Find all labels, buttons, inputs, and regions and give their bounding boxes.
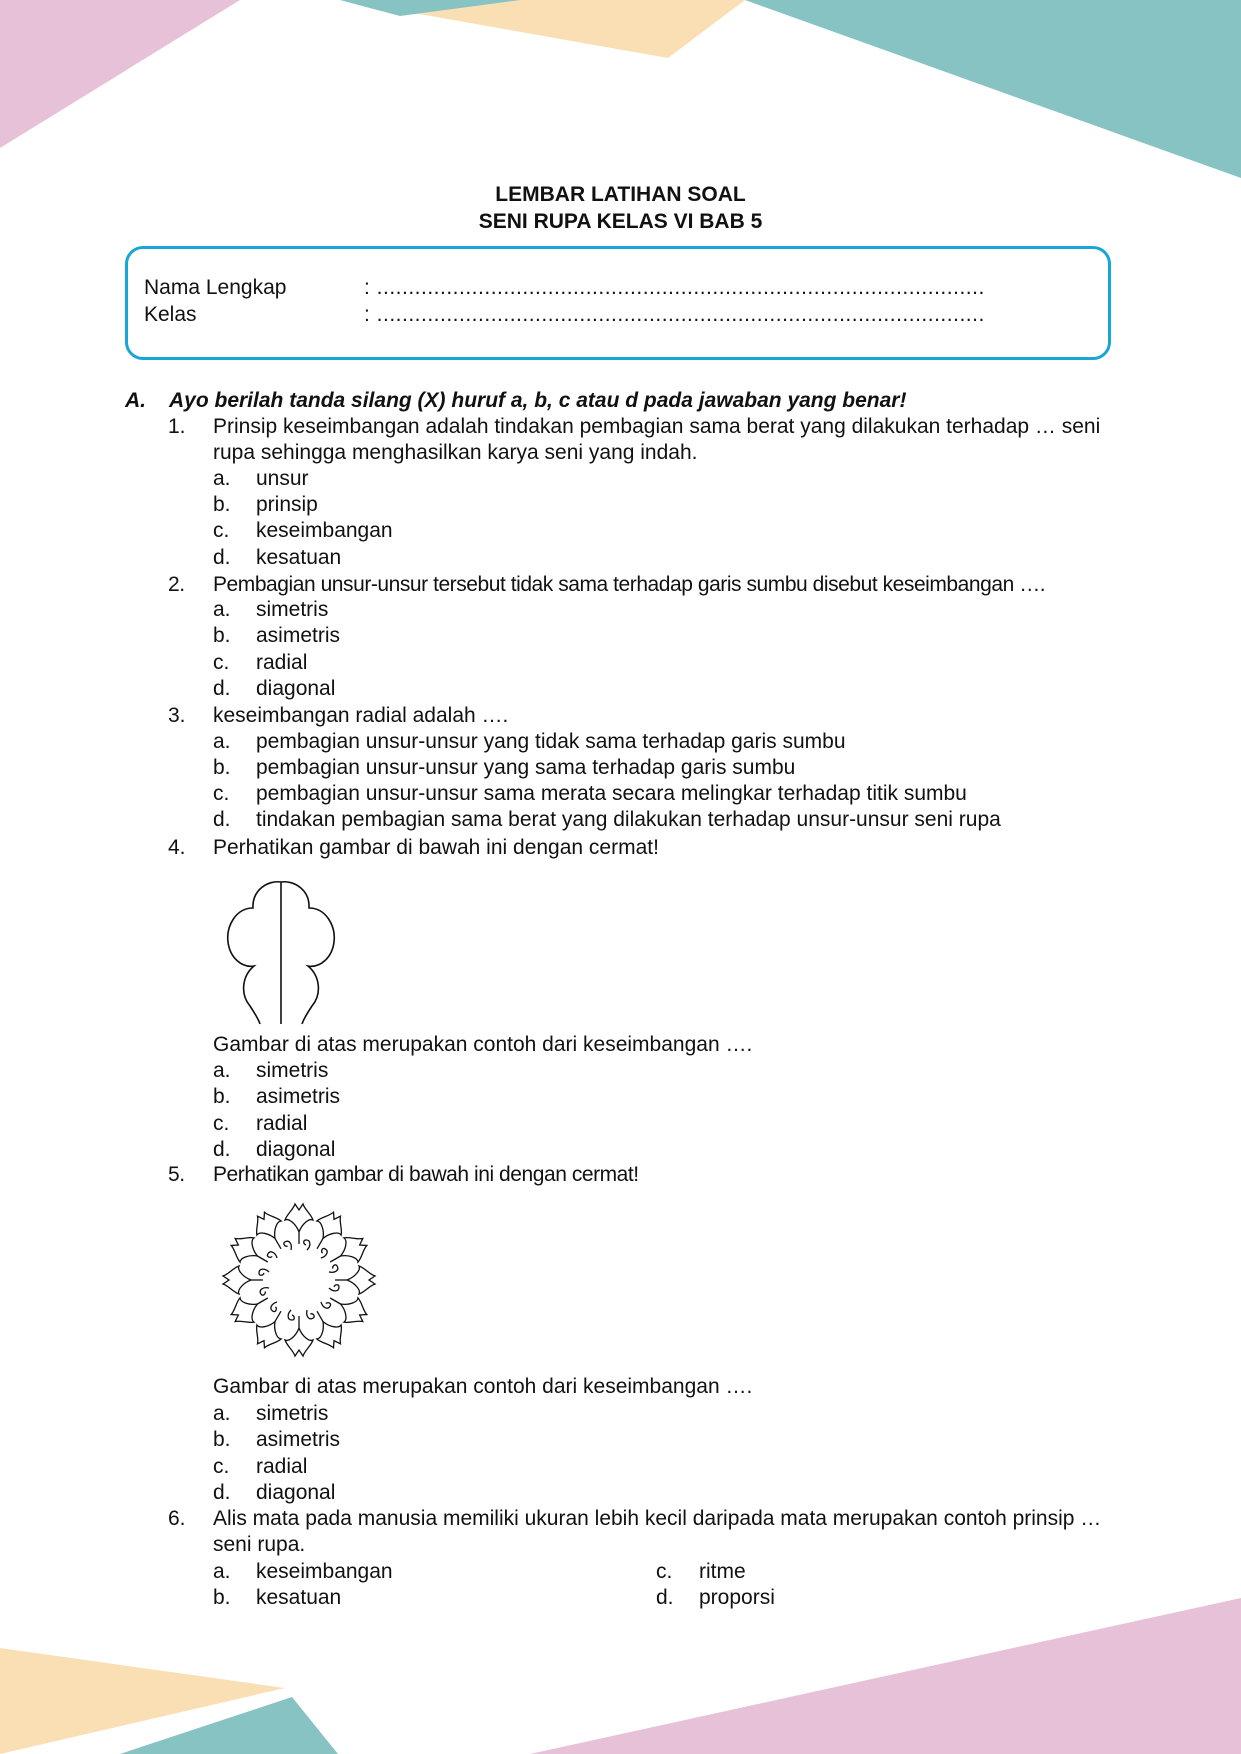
page-subtitle: SENI RUPA KELAS VI BAB 5 <box>478 210 763 233</box>
option-letter: c. <box>213 782 230 805</box>
question-text: Prinsip keseimbangan adalah tindakan pembagian sama berat yang dilakukan terhadap … seni rupa sehingga menghasilkan karya seni yang indah. <box>213 415 1101 465</box>
option-letter: a. <box>213 598 231 621</box>
question-number: 5. <box>168 1163 185 1186</box>
option-letter: a. <box>213 1560 231 1583</box>
option-text: radial <box>256 651 308 674</box>
question-4 <box>168 835 1118 861</box>
radial-flower-ornament-icon <box>218 1196 380 1364</box>
option-text: radial <box>256 1112 308 1135</box>
option-letter: c. <box>213 651 230 674</box>
question-3 <box>168 703 1118 729</box>
option-letter: b. <box>213 756 231 779</box>
section-letter: A. <box>125 389 146 412</box>
option-text: diagonal <box>256 1138 336 1161</box>
option-text: diagonal <box>256 677 336 700</box>
name-blank-field[interactable]: : ................................................................................................ <box>364 276 985 299</box>
student-identity-box <box>125 246 1111 360</box>
option-text: simetris <box>256 1402 329 1425</box>
question-number: 4. <box>168 836 186 859</box>
name-label: Nama Lengkap <box>144 276 287 299</box>
question-text: Alis mata pada manusia memiliki ukuran lebih kecil daripada mata merupakan contoh prinsip … seni rupa. <box>213 1507 1102 1557</box>
class-label: Kelas <box>144 303 197 326</box>
option-text: pembagian unsur-unsur yang tidak sama terhadap garis sumbu <box>256 730 846 753</box>
section-instruction-text: Ayo berilah tanda silang (X) huruf a, b, c atau d pada jawaban yang benar! <box>169 389 907 412</box>
option-text: tindakan pembagian sama berat yang dilakukan terhadap unsur-unsur seni rupa <box>256 808 1001 831</box>
option-letter: c. <box>656 1560 673 1583</box>
question-number: 1. <box>168 415 186 438</box>
option-text: keseimbangan <box>256 519 393 542</box>
option-letter: b. <box>213 493 231 516</box>
question-6 <box>168 1506 1103 1558</box>
option-letter: d. <box>213 1481 231 1504</box>
option-letter: b. <box>213 624 231 647</box>
question-number: 2. <box>168 573 185 596</box>
option-text: proporsi <box>699 1586 775 1609</box>
question-1 <box>168 414 1118 466</box>
option-letter: b. <box>213 1085 231 1108</box>
class-blank-field[interactable]: : ................................................................................................ <box>364 303 985 326</box>
option-letter: d. <box>213 808 231 831</box>
option-text: asimetris <box>256 1428 341 1451</box>
option-letter: a. <box>213 467 231 490</box>
option-text: simetris <box>256 598 329 621</box>
option-text: pembagian unsur-unsur yang sama terhadap garis sumbu <box>256 756 796 779</box>
option-letter: d. <box>213 1138 231 1161</box>
question-number: 3. <box>168 704 186 727</box>
symmetric-tree-outline-icon <box>220 878 345 1026</box>
option-text: pembagian unsur-unsur sama merata secara melingkar terhadap titik sumbu <box>256 782 967 805</box>
option-letter: b. <box>213 1586 231 1609</box>
option-letter: c. <box>213 1112 230 1135</box>
option-letter: a. <box>213 1402 231 1425</box>
question-text: Perhatikan gambar di bawah ini dengan cermat! <box>213 1163 639 1186</box>
option-text: radial <box>256 1455 308 1478</box>
option-text: asimetris <box>256 1085 341 1108</box>
option-text: prinsip <box>256 493 318 516</box>
option-text: kesatuan <box>256 1586 342 1609</box>
option-letter: d. <box>213 546 231 569</box>
option-letter: d. <box>213 677 231 700</box>
option-text: diagonal <box>256 1481 336 1504</box>
option-letter: c. <box>213 519 230 542</box>
question-5 <box>168 1162 1118 1188</box>
question-number: 6. <box>168 1507 186 1530</box>
question-2 <box>168 572 1118 598</box>
option-text: unsur <box>256 467 309 490</box>
question-5-after-figure: Gambar di atas merupakan contoh dari keseimbangan …. <box>213 1375 753 1398</box>
option-text: kesatuan <box>256 546 342 569</box>
page-title: LEMBAR LATIHAN SOAL <box>495 183 746 206</box>
question-text: Perhatikan gambar di bawah ini dengan cermat! <box>213 836 659 859</box>
option-text: simetris <box>256 1059 329 1082</box>
option-letter: c. <box>213 1455 230 1478</box>
option-text: keseimbangan <box>256 1560 393 1583</box>
option-letter: b. <box>213 1428 231 1451</box>
question-text: Pembagian unsur-unsur tersebut tidak sama terhadap garis sumbu disebut keseimbangan …. <box>213 573 1046 596</box>
question-text: keseimbangan radial adalah …. <box>213 704 509 727</box>
option-letter: a. <box>213 730 231 753</box>
option-letter: d. <box>656 1586 674 1609</box>
option-text: ritme <box>699 1560 746 1583</box>
option-text: asimetris <box>256 624 341 647</box>
option-letter: a. <box>213 1059 231 1082</box>
question-4-after-figure: Gambar di atas merupakan contoh dari keseimbangan …. <box>213 1033 753 1056</box>
